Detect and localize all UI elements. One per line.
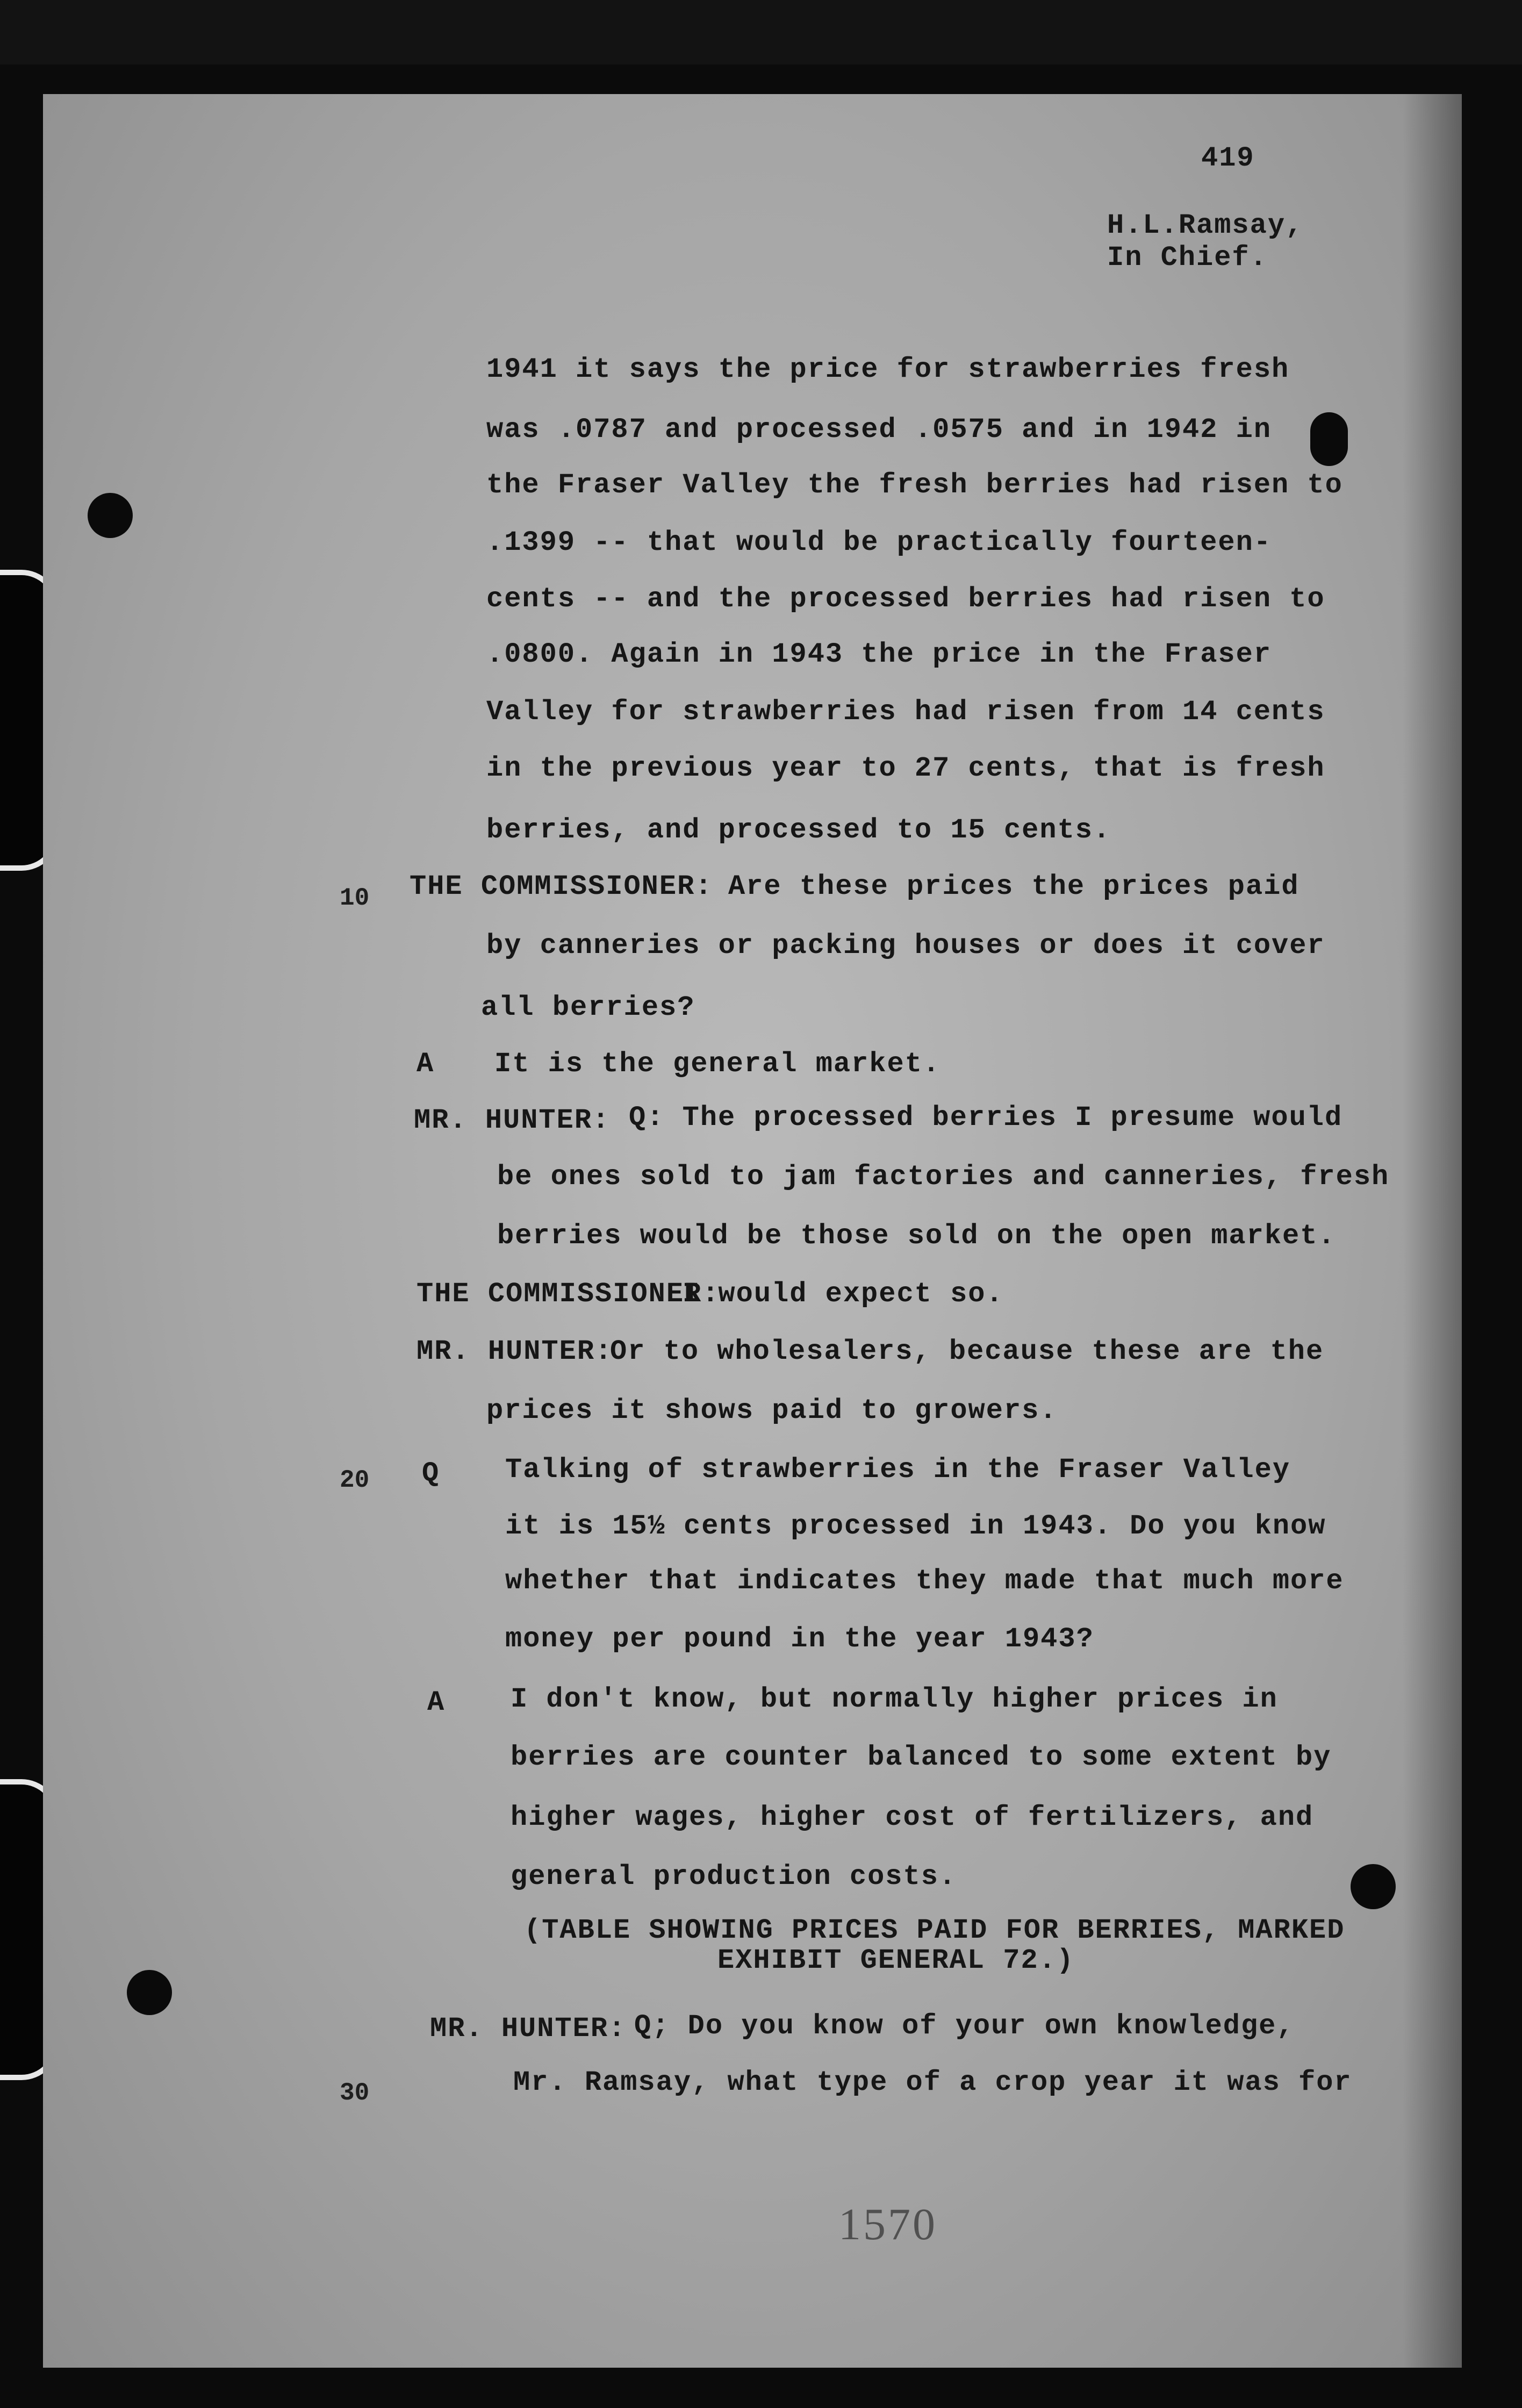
- punch-hole-right-upper: [1310, 412, 1348, 466]
- film-top-edge: [0, 0, 1522, 64]
- text-line: berries are counter balanced to some extent by: [511, 1742, 1332, 1773]
- text-line: prices it shows paid to growers.: [486, 1395, 1058, 1427]
- text-line: in the previous year to 27 cents, that is fresh: [486, 752, 1325, 784]
- speaker-label: THE COMMISSIONER:: [417, 1278, 720, 1310]
- speaker-label: MR. HUNTER:: [430, 2013, 627, 2045]
- microfilm-frame-number: 1570: [838, 2199, 937, 2249]
- text-line: money per pound in the year 1943?: [505, 1623, 1094, 1655]
- text-line: all berries?: [481, 992, 695, 1023]
- text-line: be ones sold to jam factories and canneries, fresh: [497, 1161, 1390, 1193]
- text-line: Valley for strawberries had risen from 14 cents: [486, 696, 1325, 728]
- text-line: whether that indicates they made that much more: [505, 1565, 1344, 1597]
- text-line: .1399 -- that would be practically fourteen-: [486, 527, 1272, 558]
- witness-name: H.L.Ramsay,: [1107, 210, 1304, 241]
- text-line: Are these prices the prices paid: [728, 871, 1300, 902]
- text-line: Mr. Ramsay, what type of a crop year it was for: [513, 2067, 1352, 2098]
- punch-hole-left-lower: [127, 1970, 172, 2015]
- text-line: 1941 it says the price for strawberries fresh: [486, 354, 1290, 385]
- text-line: Or to wholesalers, because these are the: [610, 1336, 1324, 1367]
- question-marker: Q: [422, 1458, 440, 1489]
- speaker-label: THE COMMISSIONER:: [410, 871, 713, 902]
- answer-marker: A: [417, 1048, 435, 1080]
- speaker-label: MR. HUNTER:: [417, 1336, 613, 1367]
- margin-line-number: 30: [340, 2079, 370, 2107]
- text-line: was .0787 and processed .0575 and in 1942 in: [486, 414, 1272, 446]
- text-line: general production costs.: [511, 1861, 957, 1893]
- text-line: Q: The processed berries I presume would: [629, 1102, 1343, 1134]
- punch-hole-right-lower: [1351, 1864, 1396, 1909]
- speaker-label: MR. HUNTER:: [414, 1105, 611, 1136]
- text-line: higher wages, higher cost of fertilizers, and: [511, 1802, 1314, 1833]
- text-line: cents -- and the processed berries had risen to: [486, 583, 1325, 615]
- answer-marker: A: [427, 1687, 446, 1718]
- exhibit-note: (TABLE SHOWING PRICES PAID FOR BERRIES, MARKED: [524, 1915, 1345, 1946]
- margin-line-number: 10: [340, 884, 370, 912]
- text-line: berries would be those sold on the open market.: [497, 1220, 1336, 1252]
- text-line: by canneries or packing houses or does it cover: [486, 930, 1325, 962]
- text-line: .0800. Again in 1943 the price in the Fraser: [486, 639, 1272, 670]
- text-line: Talking of strawberries in the Fraser Valley: [505, 1454, 1291, 1486]
- exhibit-note: EXHIBIT GENERAL 72.): [717, 1945, 1075, 1976]
- witness-examination: In Chief.: [1107, 242, 1268, 274]
- text-line: the Fraser Valley the fresh berries had risen to: [486, 469, 1343, 501]
- text-line: I would expect so.: [683, 1278, 1004, 1310]
- text-line: Q; Do you know of your own knowledge,: [634, 2010, 1295, 2042]
- text-line: berries, and processed to 15 cents.: [486, 814, 1111, 846]
- punch-hole-left-upper: [88, 493, 133, 538]
- page-number: 419: [1201, 142, 1255, 174]
- margin-line-number: 20: [340, 1466, 370, 1494]
- text-line: I don't know, but normally higher prices in: [511, 1683, 1278, 1715]
- text-line: It is the general market.: [494, 1048, 941, 1080]
- page-edge-shadow: [1403, 94, 1462, 2368]
- text-line: it is 15½ cents processed in 1943. Do you know: [505, 1510, 1326, 1542]
